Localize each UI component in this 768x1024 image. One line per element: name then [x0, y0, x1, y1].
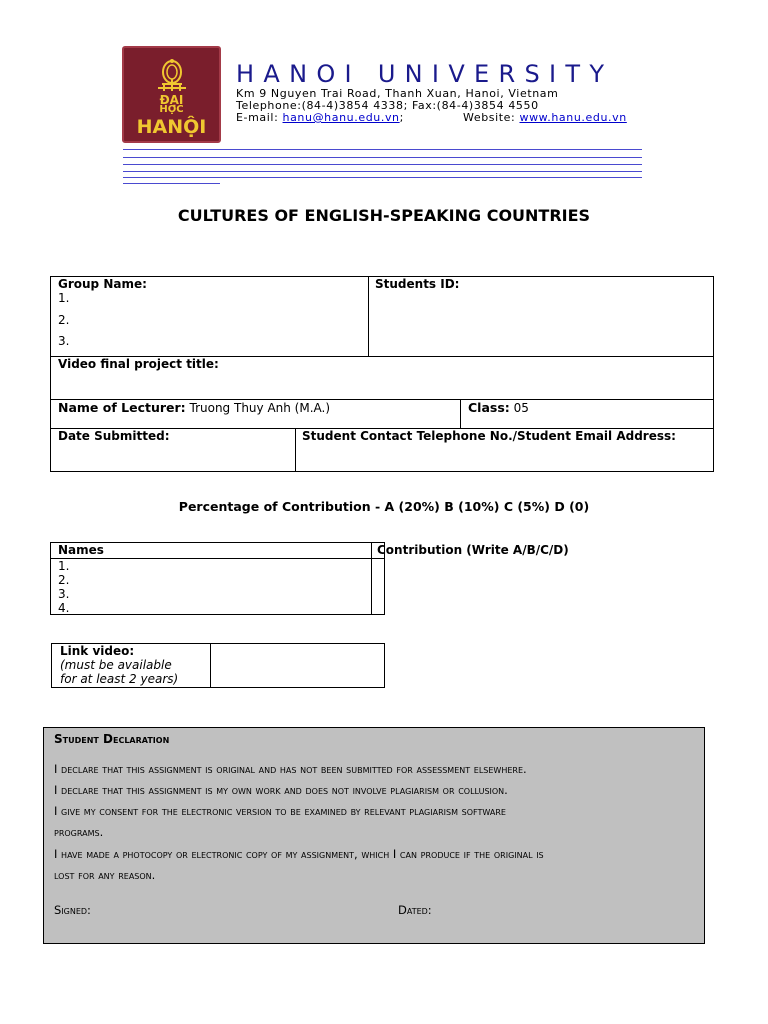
contact-cell[interactable]: [295, 428, 714, 472]
group-name-label: Group Name:: [58, 277, 147, 291]
contribution-row-3: 3.: [58, 587, 70, 601]
contact-line: [236, 111, 656, 124]
website-label: Website:: [463, 111, 516, 124]
group-member-3: 3.: [58, 334, 70, 348]
logo-text-hoc: HỌC: [159, 104, 184, 115]
contribution-header: Contribution (Write A/B/C/D): [377, 543, 569, 557]
header-rule: [123, 164, 642, 165]
website-link[interactable]: www.hanu.edu.vn: [519, 111, 627, 124]
university-logo: [122, 46, 221, 143]
header-rule: [123, 183, 220, 184]
header-rule: [123, 177, 642, 178]
class-field: [468, 400, 529, 415]
declaration-line-6: lost for any reason.: [54, 868, 156, 882]
address-line: Km 9 Nguyen Trai Road, Thanh Xuan, Hanoi, Vietnam: [236, 87, 559, 100]
temple-emblem-icon: [154, 58, 190, 94]
header-rule: [123, 149, 642, 150]
contribution-body-cell[interactable]: [371, 558, 385, 615]
link-video-note-1: (must be available: [60, 658, 172, 672]
lecturer-field: [58, 400, 330, 415]
university-name: HANOI UNIVERSITY: [236, 60, 614, 88]
telephone-line: Telephone:(84-4)3854 4338; Fax:(84-4)3854 4550: [236, 99, 539, 112]
students-id-cell[interactable]: [368, 276, 714, 357]
header-rule: [123, 171, 642, 172]
student-declaration-box: [43, 727, 705, 944]
document-title: CULTURES OF ENGLISH-SPEAKING COUNTRIES: [177, 206, 591, 225]
contribution-heading: Percentage of Contribution - A (20%) B (10%) C (5%) D (0): [178, 499, 590, 514]
declaration-line-4: programs.: [54, 825, 104, 839]
declaration-line-2: I declare that this assignment is my own work and does not involve plagiarism or collusion.: [54, 783, 508, 797]
group-name-cell[interactable]: [50, 276, 369, 357]
lecturer-value: Truong Thuy Anh (M.A.): [189, 401, 331, 415]
link-video-input-cell[interactable]: [210, 643, 385, 688]
link-video-note-2: for at least 2 years): [60, 672, 179, 686]
email-link[interactable]: hanu@hanu.edu.vn: [282, 111, 400, 124]
video-title-cell[interactable]: [50, 356, 714, 400]
date-submitted-label: Date Submitted:: [58, 429, 170, 443]
logo-text-dai: ĐẠI: [159, 93, 184, 107]
class-value: 05: [513, 401, 529, 415]
lecturer-label: Name of Lecturer:: [58, 400, 186, 415]
link-video-label-cell: [51, 643, 211, 688]
video-title-label: Video final project title:: [58, 357, 219, 371]
class-cell: [460, 399, 714, 429]
names-header: Names: [58, 543, 104, 557]
contribution-row-4: 4.: [58, 601, 70, 615]
header-rule: [123, 157, 642, 158]
declaration-heading: Student Declaration: [54, 732, 170, 746]
group-member-2: 2.: [58, 313, 70, 327]
contribution-row-1: 1.: [58, 559, 70, 573]
contribution-row-2: 2.: [58, 573, 70, 587]
email-label: E-mail:: [236, 111, 279, 124]
group-member-1: 1.: [58, 291, 70, 305]
link-video-label: Link video:: [60, 644, 135, 658]
class-label: Class:: [468, 400, 510, 415]
email-separator: ;: [399, 111, 404, 124]
declaration-line-3: I give my consent for the electronic version to be examined by relevant plagiarism software: [54, 804, 506, 818]
names-body-cell[interactable]: [50, 558, 372, 615]
date-submitted-cell[interactable]: [50, 428, 296, 472]
lecturer-cell: [50, 399, 461, 429]
contact-label: Student Contact Telephone No./Student Email Address:: [302, 429, 676, 443]
names-header-cell: [50, 542, 372, 559]
students-id-label: Students ID:: [375, 277, 460, 291]
dated-label: Dated:: [398, 903, 432, 917]
logo-text-hanoi: HANỘI: [136, 116, 207, 138]
declaration-line-1: I declare that this assignment is original and has not been submitted for assessment elsewhere.: [54, 762, 527, 776]
declaration-line-5: I have made a photocopy or electronic copy of my assignment, which I can produce if the original is: [54, 847, 544, 861]
signed-label: Signed:: [54, 903, 91, 917]
website-group: [463, 111, 627, 124]
